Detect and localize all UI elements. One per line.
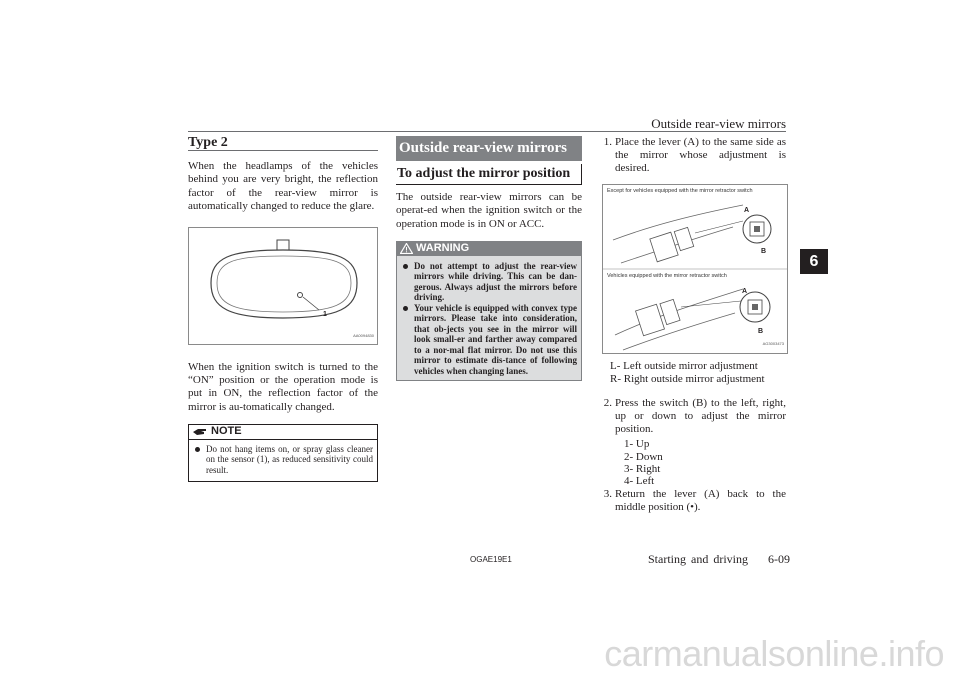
note-body [189, 440, 377, 482]
bullet-icon [403, 306, 408, 311]
watermark: carmanualsonline.info [604, 633, 944, 674]
direction-item: 4- Left [624, 475, 655, 488]
direction-list [624, 438, 786, 488]
left-column [188, 136, 378, 482]
switch-location-figure [602, 184, 788, 354]
step-text: Press the switch (B) to the left, right, up or down to adjust the mirror position. [615, 396, 786, 436]
footer-code: OGAE19E1 [470, 555, 512, 564]
bullet-icon [403, 264, 408, 269]
note-header [189, 425, 377, 440]
step-text: Place the lever (A) to the same side as the mirror whose adjustment is desired. [615, 136, 786, 175]
label-b: B [758, 327, 764, 335]
bullet-icon [195, 447, 200, 452]
direction-item: 3- Right [624, 463, 661, 476]
section-banner: Outside rear-view mirrors [396, 136, 582, 161]
warning-title: WARNING [416, 242, 470, 255]
note-hand-icon [192, 426, 208, 437]
figure-legend [610, 360, 786, 386]
note-item [193, 444, 373, 476]
legend-item: L- Left outside mirror adjustment [610, 359, 758, 372]
label-a: A [742, 287, 748, 295]
note-box [188, 424, 378, 483]
step-2 [602, 397, 786, 437]
step-1 [602, 136, 786, 176]
warning-triangle-icon [400, 243, 413, 254]
warning-item-text: Your vehicle is equipped with convex type mirrors. Please take into consideration, that ob-jects you see in the mirror will look small-er and farther away compared to a nor-mal flat mirror. Do not use this mirror to estimate dis-tance of following vehicles when changing lanes. [414, 302, 577, 376]
paragraph: When the headlamps of the vehicles behind you are very bright, the reflection factor of the rear-view mirror is automatically changed to reduce the glare. [188, 160, 378, 212]
subsection-heading: To adjust the mirror position [396, 164, 582, 185]
step-3 [602, 488, 786, 514]
label-b: B [761, 247, 767, 255]
figure-callout-1: 1 [323, 311, 327, 319]
page-number: 6-09 [768, 552, 790, 566]
note-title: NOTE [211, 425, 242, 438]
direction-item: 1- Up [624, 438, 650, 451]
step-text: Return the lever (A) back to the middle position (•). [615, 487, 786, 514]
footer-section: Starting and driving [648, 552, 748, 566]
warning-item [401, 261, 577, 303]
paragraph: When the ignition switch is turned to the “ON” position or the operation mode is put in ON, the reflection factor of the mirror is au-tomatically changed. [188, 361, 378, 413]
warning-body [397, 256, 581, 381]
step-number: 2. [603, 396, 612, 409]
warning-item-text: Do not attempt to adjust the rear-view mirrors while driving. This can be dan-gerous. Always adjust the mirrors before driving. [414, 260, 577, 303]
right-column [602, 136, 786, 516]
legend-item: R- Right outside mirror adjustment [610, 372, 765, 385]
warning-box [396, 241, 582, 382]
warning-item [401, 303, 577, 377]
label-a: A [744, 206, 750, 214]
running-header: Outside rear-view mirrors [651, 116, 786, 131]
warning-header [397, 242, 581, 256]
rear-view-mirror-figure [188, 227, 378, 345]
step-number: 3. [603, 487, 612, 500]
step-number: 1. [603, 136, 612, 148]
figure-code: AA0094830 [353, 332, 374, 338]
note-item-text: Do not hang items on, or spray glass cleaner on the sensor (1), as reduced sensitivity could result. [206, 443, 373, 475]
mirror-illustration [189, 228, 377, 344]
middle-column [396, 136, 582, 381]
figure-caption-top: Except for vehicles equipped with the mirror retractor switch [607, 187, 753, 194]
paragraph: The outside rear-view mirrors can be operat-ed when the ignition switch or the operation mode is in ON or ACC. [396, 191, 582, 230]
chapter-tab: 6 [800, 249, 828, 274]
section-heading: Type 2 [188, 136, 378, 151]
direction-item: 2- Down [624, 450, 663, 463]
figure-caption-bottom: Vehicles equipped with the mirror retractor switch [607, 272, 727, 279]
figure-code: AG3003473 [762, 341, 784, 347]
header-rule [188, 131, 786, 132]
